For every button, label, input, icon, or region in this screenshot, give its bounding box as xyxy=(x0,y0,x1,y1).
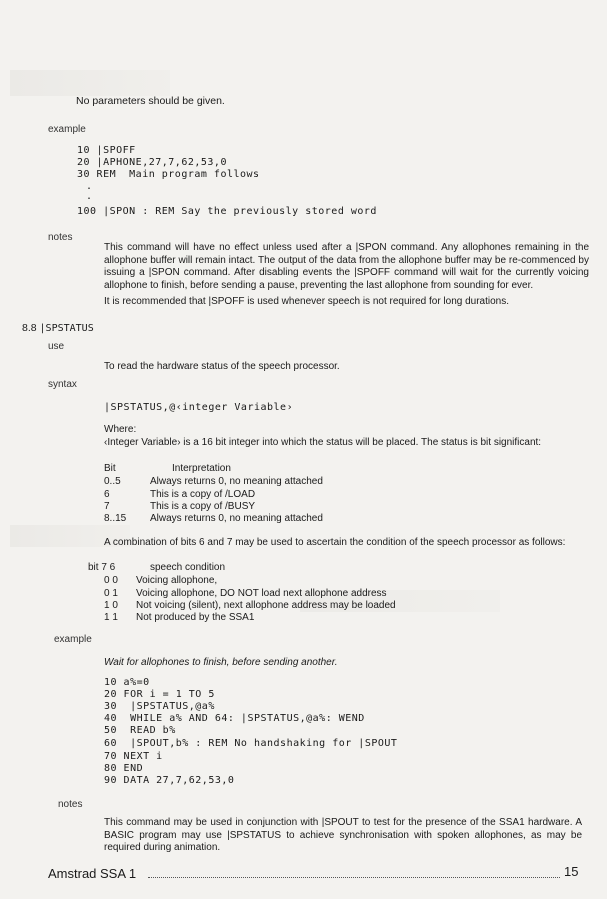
code-line: . xyxy=(86,191,93,202)
where-text: Where: xyxy=(104,424,137,435)
example-label: example xyxy=(54,634,92,645)
notes-paragraph: It is recommended that |SPOFF is used whenever speech is not required for long durations. xyxy=(104,296,510,307)
condition-table-bits: 0 1 xyxy=(104,588,118,599)
syntax-label: syntax xyxy=(48,379,77,390)
bit-table-bit: 8..15 xyxy=(104,513,127,524)
bit-table-desc: This is a copy of /BUSY xyxy=(150,501,256,512)
combination-text: A combination of bits 6 and 7 may be used to ascertain the condition of the speech processor as follows: xyxy=(104,537,566,548)
condition-table-bits: 1 1 xyxy=(104,612,118,623)
section-title: |SPSTATUS xyxy=(39,323,94,334)
use-text: To read the hardware status of the speech processor. xyxy=(104,361,340,372)
condition-table-bits: 0 0 xyxy=(104,575,118,586)
bit-table-desc: Always returns 0, no meaning attached xyxy=(150,513,323,524)
bit-table-desc: This is a copy of /LOAD xyxy=(150,489,256,500)
use-label: use xyxy=(48,341,65,352)
condition-table-bits: 1 0 xyxy=(104,600,118,611)
notes-paragraph: This command will have no effect unless used after a |SPON command. Any allophones remaining in the allophone buffer will remain intact. The output of the data from the allophone buffer may be re-commenced by issuing a |SPON command. After disabling events the |SPOFF command will wait for the currently voicing allophone to finish, before sending a pause, preventing the last allophone from sounding for ever. xyxy=(104,242,589,291)
bit-table-bit: 7 xyxy=(104,501,110,512)
code-line: 10 a%=0 xyxy=(104,677,150,688)
footer-page-number: 15 xyxy=(564,864,579,879)
section-heading xyxy=(22,322,94,335)
no-parameters-text: No parameters should be given. xyxy=(76,95,225,107)
where-description: ‹Integer Variable› is a 16 bit integer into which the status will be placed. The status is bit significant: xyxy=(104,437,542,448)
code-line: 10 |SPOFF xyxy=(77,145,136,156)
notes-paragraph: This command may be used in conjunction with |SPOUT to test for the presence of the SSA1 hardware. A BASIC program may use |SPSTATUS to achieve synchronisation with spoken allophones, as may be required during animation. xyxy=(104,817,582,853)
condition-table-header-bits: bit 7 6 xyxy=(88,562,116,573)
condition-table-desc: Not voicing (silent), next allophone address may be loaded xyxy=(136,600,396,611)
condition-table-desc: Voicing allophone, DO NOT load next allophone address xyxy=(136,588,387,599)
footer-dotted-leader xyxy=(148,877,560,878)
bleed-through-heading xyxy=(10,70,170,96)
notes-label: notes xyxy=(58,799,83,810)
code-line: 40 WHILE a% AND 64: |SPSTATUS,@a%: WEND xyxy=(104,713,365,724)
syntax-text: |SPSTATUS,@‹integer Variable› xyxy=(104,402,294,413)
code-line: 50 READ b% xyxy=(104,725,176,736)
condition-table-header-condition: speech condition xyxy=(150,562,226,573)
code-line: . xyxy=(86,181,93,192)
code-line: 90 DATA 27,7,62,53,0 xyxy=(104,775,235,786)
code-line: 70 NEXT i xyxy=(104,751,163,762)
section-number: 8.8 xyxy=(22,322,37,334)
bit-table-bit: 0..5 xyxy=(104,476,121,487)
example-caption: Wait for allophones to finish, before sending another. xyxy=(104,657,338,668)
condition-table-desc: Not produced by the SSA1 xyxy=(136,612,255,623)
bit-table-bit: 6 xyxy=(104,489,110,500)
code-line: 30 REM Main program follows xyxy=(77,169,260,180)
bit-table-header-interpretation: Interpretation xyxy=(172,463,231,474)
example-label: example xyxy=(48,124,86,135)
code-line: 100 |SPON : REM Say the previously stored word xyxy=(77,206,377,217)
condition-table-desc: Voicing allophone, xyxy=(136,575,218,586)
footer-title: Amstrad SSA 1 xyxy=(48,866,137,881)
code-line: 30 |SPSTATUS,@a% xyxy=(104,701,215,712)
bit-table-desc: Always returns 0, no meaning attached xyxy=(150,476,323,487)
code-line: 20 FOR i = 1 TO 5 xyxy=(104,689,215,700)
notes-label: notes xyxy=(48,232,73,243)
bit-table-header-bit: Bit xyxy=(104,463,116,474)
code-line: 20 |APHONE,27,7,62,53,0 xyxy=(77,157,227,168)
code-line: 80 END xyxy=(104,763,144,774)
code-line: 60 |SPOUT,b% : REM No handshaking for |SPOUT xyxy=(104,738,398,749)
